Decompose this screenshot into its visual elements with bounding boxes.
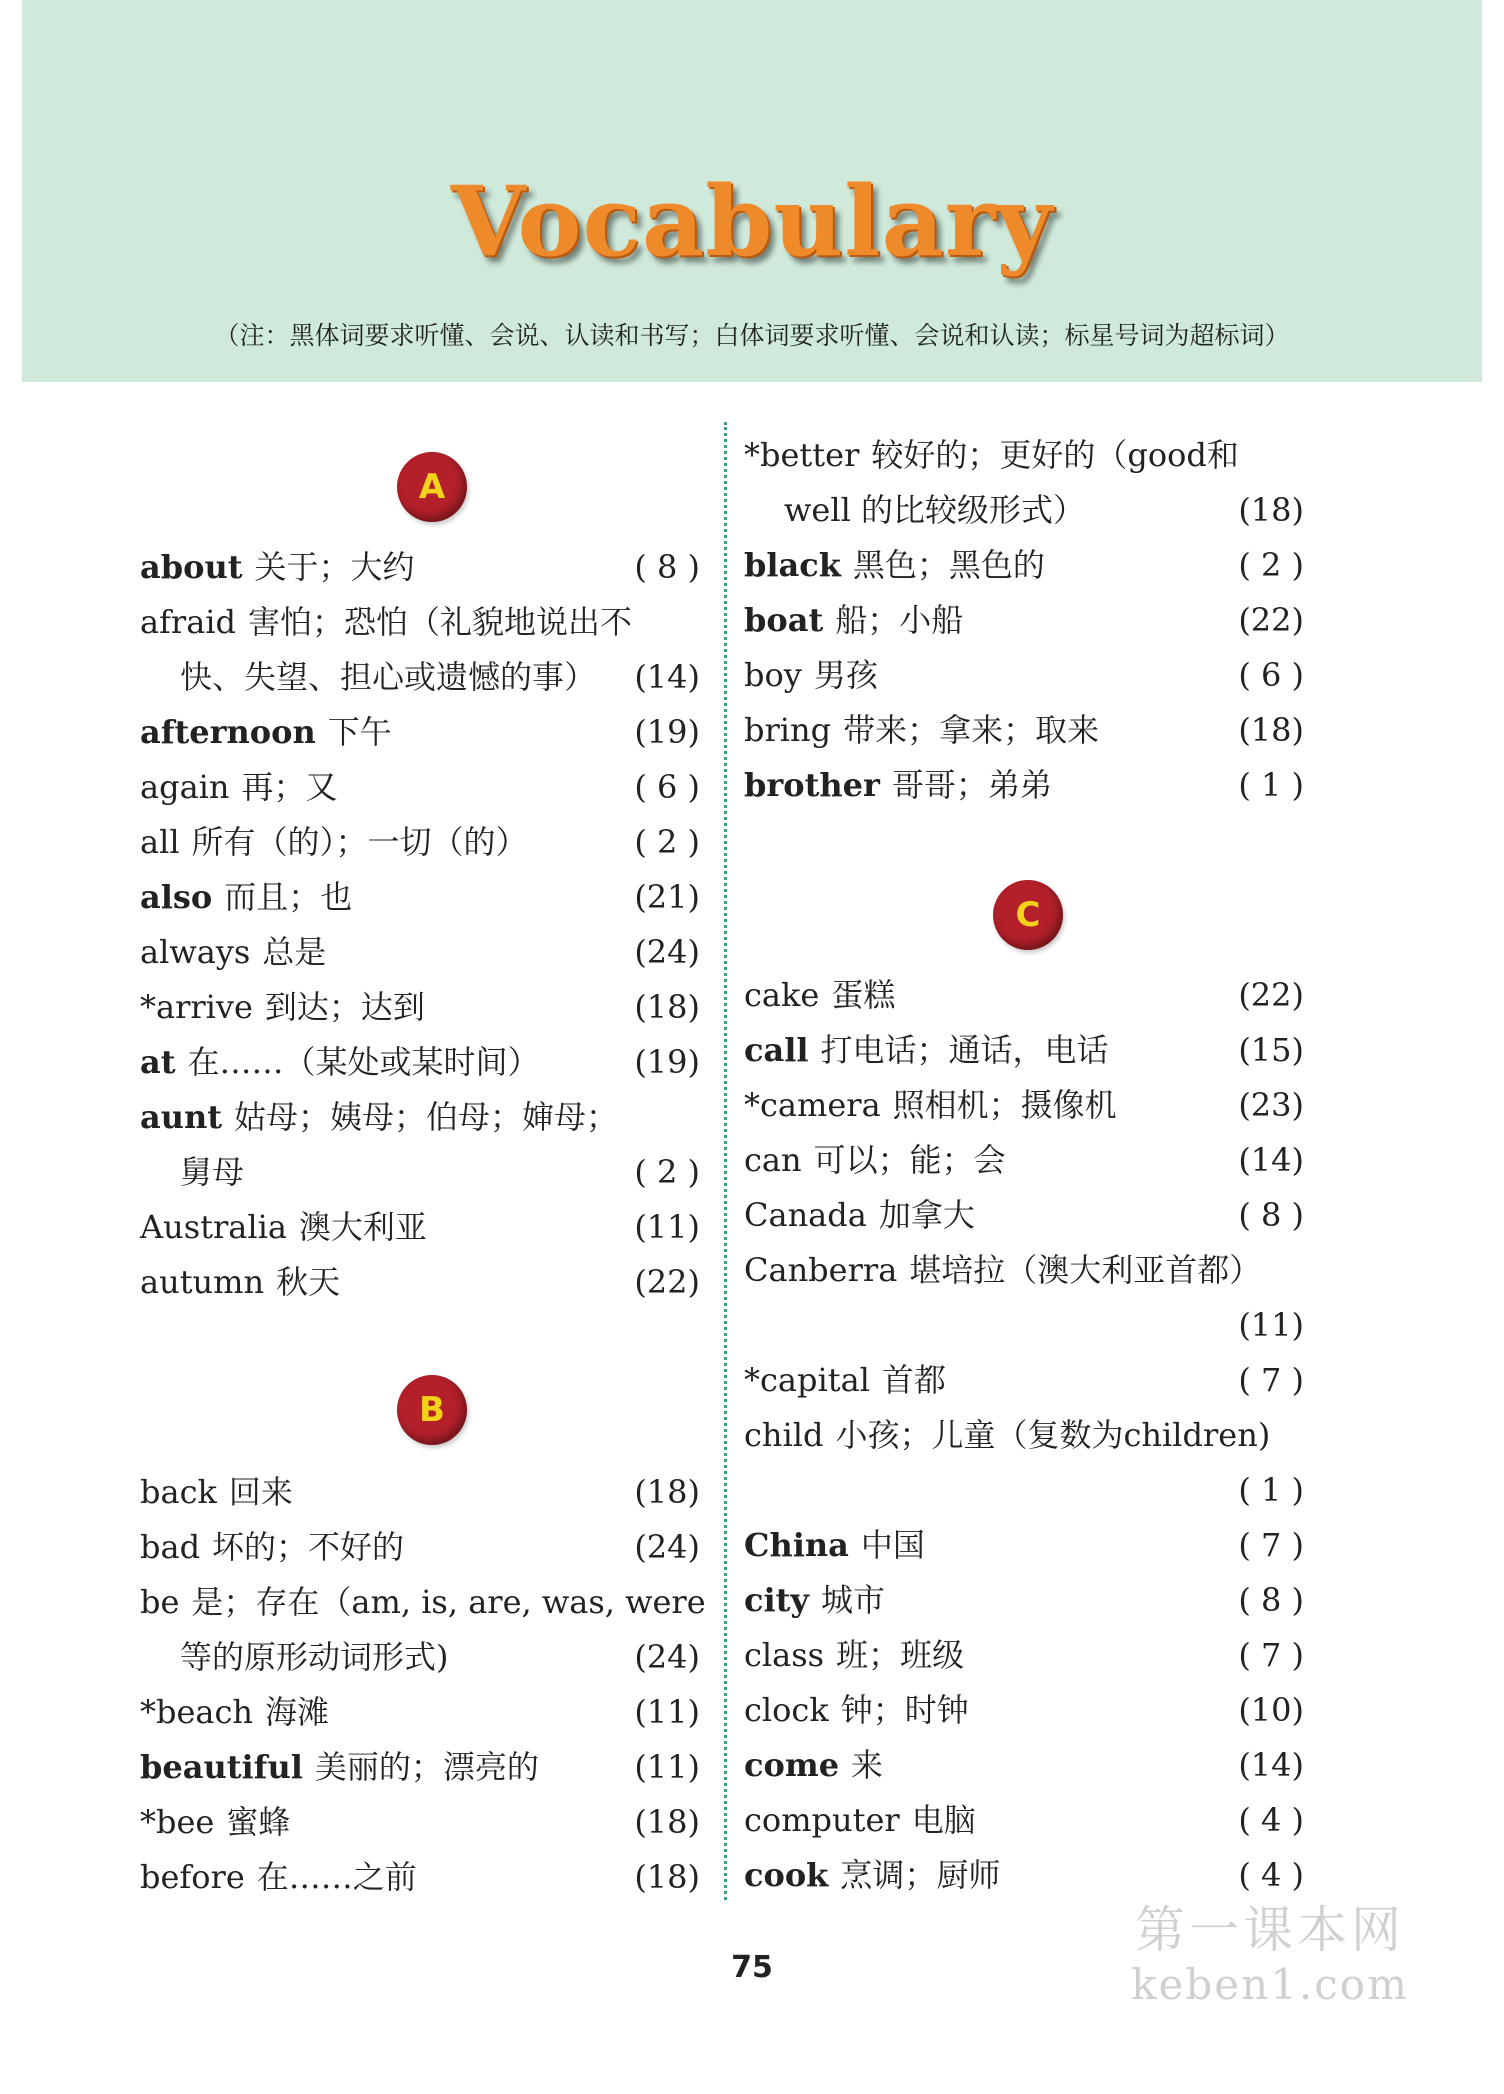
entry-ref: (24) [634, 1638, 700, 1676]
entry-word: also [140, 878, 213, 916]
entry-word: *bee [140, 1803, 215, 1841]
entry-meaning: 钟；时钟 [840, 1691, 969, 1729]
vocab-entry-bee [140, 1795, 700, 1850]
entry-meaning: 坏的；不好的 [212, 1528, 405, 1566]
entry-word: boy [744, 656, 802, 694]
entry-meaning: 烹调；厨师 [840, 1856, 1001, 1894]
vocab-entry-always [140, 925, 700, 980]
entry-word: bad [140, 1528, 201, 1566]
entry-continuation: well 的比较级形式） [784, 491, 1085, 529]
entry-word: about [140, 548, 243, 586]
entry-word: all [140, 823, 180, 861]
entry-meaning: 较好的；更好的（good和 [871, 436, 1239, 474]
vocab-entry-be [140, 1575, 706, 1676]
entry-ref: (18) [634, 988, 700, 1026]
entry-meaning: 小孩；儿童（复数为children) [835, 1416, 1271, 1454]
entry-meaning: 而且；也 [224, 878, 353, 916]
entry-meaning: 再；又 [241, 768, 338, 806]
entry-ref: ( 8 ) [1238, 1196, 1304, 1234]
entry-ref: (21) [634, 878, 700, 916]
entry-meaning: 班；班级 [836, 1636, 965, 1674]
vocab-entry-bad [140, 1520, 700, 1575]
entry-word: call [744, 1031, 809, 1069]
section-badge-b: B [397, 1375, 467, 1445]
vocab-entry-brother [744, 758, 1304, 813]
entry-ref: ( 2 ) [634, 823, 700, 861]
entry-ref: (19) [634, 1043, 700, 1081]
page-title: Vocabulary [450, 165, 1054, 278]
vocab-entry-afternoon [140, 705, 700, 760]
entry-ref: (11) [634, 1748, 700, 1786]
section-badge-c: C [993, 880, 1063, 950]
entry-meaning: 澳大利亚 [298, 1208, 427, 1246]
entry-meaning: 蛋糕 [831, 976, 896, 1014]
entry-ref: (14) [1238, 1141, 1304, 1179]
entry-ref: (18) [1238, 711, 1304, 749]
entry-word: *camera [744, 1086, 881, 1124]
vocab-entry-australia [140, 1200, 700, 1255]
entry-meaning: 在……（某处或某时间） [187, 1043, 540, 1081]
entry-meaning: 秋天 [276, 1263, 341, 1301]
entry-ref: ( 6 ) [634, 768, 700, 806]
entry-word: again [140, 768, 230, 806]
entry-ref: ( 7 ) [1238, 1361, 1304, 1399]
entry-meaning: 照相机；摄像机 [892, 1086, 1117, 1124]
page-number: 75 [731, 1950, 773, 1985]
entry-ref: ( 6 ) [1238, 656, 1304, 694]
vocab-entry-arrive [140, 980, 700, 1035]
entry-ref: ( 8 ) [1238, 1581, 1304, 1619]
vocab-entry-all [140, 815, 700, 870]
entry-word: before [140, 1858, 245, 1896]
entry-word: afternoon [140, 713, 316, 751]
vocab-entry-boat [744, 593, 1304, 648]
entry-ref: (11) [1238, 1306, 1304, 1344]
column-divider [724, 422, 727, 1900]
entry-ref: (18) [634, 1858, 700, 1896]
entry-word: *beach [140, 1693, 254, 1731]
vocab-entry-before [140, 1850, 700, 1905]
entry-ref: (18) [634, 1803, 700, 1841]
vocab-entry-computer [744, 1793, 1304, 1848]
entry-ref: (22) [634, 1263, 700, 1301]
vocab-entry-canada [744, 1188, 1304, 1243]
entry-ref: (18) [634, 1473, 700, 1511]
vocab-entry-cook [744, 1848, 1304, 1903]
entry-ref: (23) [1238, 1086, 1304, 1124]
entry-ref: ( 7 ) [1238, 1636, 1304, 1674]
vocab-entry-back [140, 1465, 700, 1520]
entry-word: clock [744, 1691, 829, 1729]
entry-meaning: 关于；大约 [254, 548, 415, 586]
entry-word: at [140, 1043, 176, 1081]
entry-ref: ( 1 ) [1238, 766, 1304, 804]
section-badge-a: A [397, 452, 467, 522]
watermark [1130, 1900, 1410, 2010]
entry-meaning: 回来 [228, 1473, 293, 1511]
entry-word: autumn [140, 1263, 265, 1301]
vocab-entry-city [744, 1573, 1304, 1628]
entry-ref: ( 1 ) [1238, 1471, 1304, 1509]
entry-meaning: 电脑 [911, 1801, 976, 1839]
vocab-entry-class [744, 1628, 1304, 1683]
entry-word: child [744, 1416, 824, 1454]
entry-word: afraid [140, 603, 237, 641]
entry-ref: (10) [1238, 1691, 1304, 1729]
entry-word: Canada [744, 1196, 867, 1234]
entry-word: boat [744, 601, 824, 639]
entry-ref: ( 7 ) [1238, 1526, 1304, 1564]
vocab-entry-china [744, 1518, 1304, 1573]
entry-meaning: 所有（的）；一切（的） [191, 823, 528, 861]
entry-ref: (24) [634, 933, 700, 971]
vocab-entry-canberra [744, 1243, 1304, 1344]
entry-meaning: 可以；能；会 [813, 1141, 1006, 1179]
entry-word: black [744, 546, 841, 584]
entry-ref: (14) [634, 658, 700, 696]
vocab-entry-clock [744, 1683, 1304, 1738]
page-note: （注：黑体词要求听懂、会说、认读和书写；白体词要求听懂、会说和认读；标星号词为超标词） [214, 321, 1290, 350]
entry-word: cook [744, 1856, 829, 1894]
vocab-entry-about [140, 540, 700, 595]
entry-meaning: 总是 [262, 933, 327, 971]
entry-word: city [744, 1581, 810, 1619]
vocab-entry-autumn [140, 1255, 700, 1310]
entry-meaning: 是；存在（am, is, are, was, were [191, 1583, 706, 1621]
watermark-en: keben1.com [1131, 1960, 1409, 2009]
entry-meaning: 哥哥；弟弟 [891, 766, 1052, 804]
entry-continuation: 舅母 [180, 1153, 245, 1191]
vocab-entry-cake [744, 968, 1304, 1023]
entry-meaning: 加拿大 [878, 1196, 975, 1234]
entry-meaning: 首都 [881, 1361, 946, 1399]
entry-ref: (15) [1238, 1031, 1304, 1069]
entry-meaning: 美丽的；漂亮的 [314, 1748, 539, 1786]
entry-word: bring [744, 711, 832, 749]
entry-word: computer [744, 1801, 900, 1839]
entry-ref: (11) [634, 1693, 700, 1731]
entry-word: *capital [744, 1361, 870, 1399]
entry-word: brother [744, 766, 880, 804]
entry-word: always [140, 933, 251, 971]
entry-word: be [140, 1583, 180, 1621]
entry-ref: ( 4 ) [1238, 1856, 1304, 1894]
entry-word: beautiful [140, 1748, 303, 1786]
entry-word: cake [744, 976, 820, 1014]
vocab-entry-boy [744, 648, 1304, 703]
vocab-entry-call [744, 1023, 1304, 1078]
vocab-entry-camera [744, 1078, 1304, 1133]
vocab-entry-beautiful [140, 1740, 700, 1795]
vocab-entry-again [140, 760, 700, 815]
entry-meaning: 害怕；恐怕（礼貌地说出不 [248, 603, 633, 641]
vocab-entry-come [744, 1738, 1304, 1793]
entry-ref: ( 2 ) [1238, 546, 1304, 584]
entry-ref: (19) [634, 713, 700, 751]
entry-word: class [744, 1636, 825, 1674]
entry-continuation: 等的原形动词形式) [180, 1638, 449, 1676]
entry-word: aunt [140, 1098, 223, 1136]
vocab-entry-capital [744, 1353, 1304, 1408]
entry-word: *arrive [140, 988, 253, 1026]
vocab-entry-afraid [140, 595, 700, 696]
entry-word: come [744, 1746, 840, 1784]
entry-meaning: 船；小船 [835, 601, 964, 639]
entry-ref: (18) [1238, 491, 1304, 529]
vocab-entry-aunt [140, 1090, 700, 1191]
vocab-entry-beach [140, 1685, 700, 1740]
entry-meaning: 带来；拿来；取来 [843, 711, 1100, 749]
entry-word: China [744, 1526, 849, 1564]
entry-meaning: 姑母；姨母；伯母；婶母； [234, 1098, 619, 1136]
watermark-cn: 第一课本网 [1135, 1901, 1405, 1959]
entry-ref: (24) [634, 1528, 700, 1566]
entry-ref: (22) [1238, 601, 1304, 639]
entry-word: Australia [140, 1208, 287, 1246]
entry-ref: ( 8 ) [634, 548, 700, 586]
entry-word: can [744, 1141, 802, 1179]
entry-ref: ( 2 ) [634, 1153, 700, 1191]
entry-meaning: 海滩 [265, 1693, 330, 1731]
entry-word: *better [744, 436, 860, 474]
entry-meaning: 在……之前 [256, 1858, 417, 1896]
entry-word: back [140, 1473, 217, 1511]
entry-meaning: 打电话；通话，电话 [820, 1031, 1109, 1069]
vocab-entry-child [744, 1408, 1304, 1509]
vocab-entry-at [140, 1035, 700, 1090]
entry-meaning: 来 [851, 1746, 884, 1784]
entry-continuation: 快、失望、担心或遗憾的事） [180, 658, 597, 696]
entry-ref: (14) [1238, 1746, 1304, 1784]
entry-meaning: 中国 [860, 1526, 925, 1564]
vocab-entry-also [140, 870, 700, 925]
entry-word: Canberra [744, 1251, 898, 1289]
entry-meaning: 黑色；黑色的 [852, 546, 1045, 584]
vocab-entry-bring [744, 703, 1304, 758]
entry-ref: ( 4 ) [1238, 1801, 1304, 1839]
entry-ref: (11) [634, 1208, 700, 1246]
vocab-entry-better [744, 428, 1304, 529]
entry-meaning: 城市 [821, 1581, 886, 1619]
entry-meaning: 男孩 [813, 656, 878, 694]
entry-meaning: 下午 [327, 713, 392, 751]
entry-ref: (22) [1238, 976, 1304, 1014]
entry-meaning: 蜜蜂 [226, 1803, 291, 1841]
vocab-entry-black [744, 538, 1304, 593]
entry-meaning: 到达；达到 [264, 988, 425, 1026]
entry-meaning: 堪培拉（澳大利亚首都） [909, 1251, 1262, 1289]
vocab-entry-can [744, 1133, 1304, 1188]
